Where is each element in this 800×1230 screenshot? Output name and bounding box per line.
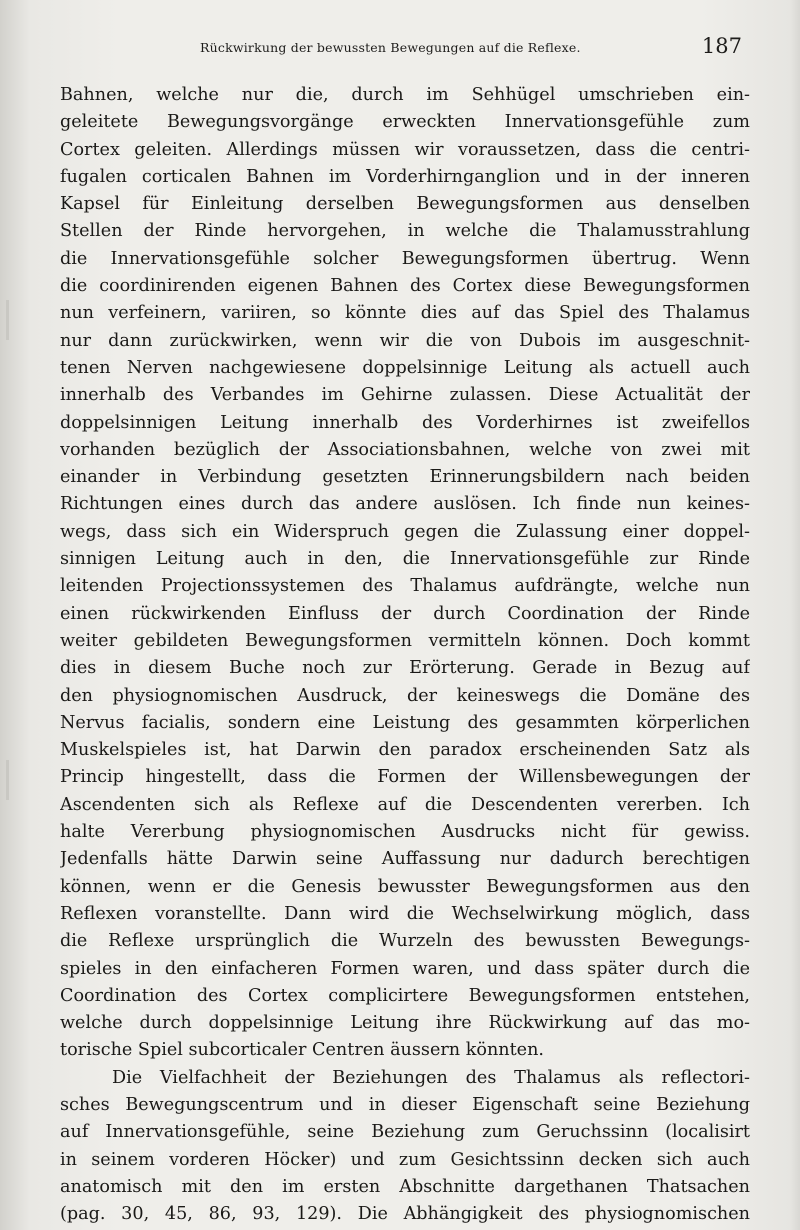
text-line: anatomisch mit den im ersten Abschnitte dargethanen Thatsachen	[60, 1176, 750, 1197]
text-line: Muskelspieles ist, hat Darwin den paradox erscheinenden Satz als	[60, 740, 750, 761]
text-line: Reflexen voranstellte. Dann wird die Wechselwirkung möglich, dass	[60, 903, 750, 924]
text-line: Die Vielfachheit der Beziehungen des Thalamus als reflectori-	[112, 1067, 750, 1088]
text-line: einander in Verbindung gesetzten Erinnerungsbildern nach beiden	[60, 467, 750, 488]
text-line: den physiognomischen Ausdruck, der keineswegs die Domäne des	[60, 685, 750, 706]
text-line: sinnigen Leitung auch in den, die Innervationsgefühle zur Rinde	[60, 549, 750, 570]
scan-edge-shadow	[6, 300, 9, 340]
text-line: die Innervationsgefühle solcher Bewegungsformen übertrug. Wenn	[60, 248, 750, 269]
text-line: torische Spiel subcorticaler Centren äussern könnten.	[60, 1040, 545, 1061]
scan-edge-shadow	[6, 760, 9, 800]
text-line: die Reflexe ursprünglich die Wurzeln des bewussten Bewegungs-	[60, 931, 750, 952]
text-line: (pag. 30, 45, 86, 93, 129). Die Abhängigkeit des physiognomischen	[60, 1204, 750, 1225]
text-line: vorhanden bezüglich der Associationsbahnen, welche von zwei mit	[60, 439, 750, 460]
text-line: weiter gebildeten Bewegungsformen vermitteln können. Doch kommt	[60, 630, 750, 651]
body-text	[60, 82, 750, 1228]
text-line: sches Bewegungscentrum und in dieser Eigenschaft seine Beziehung	[60, 1094, 750, 1115]
text-line: Princip hingestellt, dass die Formen der Willensbewegungen der	[60, 767, 750, 788]
text-line: Stellen der Rinde hervorgehen, in welche die Thalamusstrahlung	[60, 221, 750, 242]
text-line: spieles in den einfacheren Formen waren, und dass später durch die	[60, 958, 750, 979]
text-line: auf Innervationsgefühle, seine Beziehung zum Geruchssinn (localisirt	[60, 1122, 750, 1143]
text-line: geleitete Bewegungsvorgänge erweckten Innervationsgefühle zum	[60, 112, 750, 133]
text-line: leitenden Projectionssystemen des Thalamus aufdrängte, welche nun	[60, 576, 750, 597]
text-line: Cortex geleiten. Allerdings müssen wir voraussetzen, dass die centri-	[60, 139, 750, 160]
text-line: Ascendenten sich als Reflexe auf die Descendenten vererben. Ich	[60, 794, 750, 815]
text-line: dies in diesem Buche noch zur Erörterung. Gerade in Bezug auf	[60, 658, 750, 679]
text-line: können, wenn er die Genesis bewusster Bewegungsformen aus den	[60, 876, 750, 897]
text-line: Jedenfalls hätte Darwin seine Auffassung nur dadurch berechtigen	[60, 849, 750, 870]
page-header	[60, 36, 750, 62]
text-line: in seinem vorderen Höcker) und zum Gesichtssinn decken sich auch	[60, 1149, 750, 1170]
text-line: Kapsel für Einleitung derselben Bewegungsformen aus denselben	[60, 194, 750, 215]
text-line: welche durch doppelsinnige Leitung ihre Rückwirkung auf das mo-	[60, 1013, 750, 1034]
running-title: Rückwirkung der bewussten Bewegungen auf die Reflexe.	[200, 40, 581, 55]
page-number: 187	[701, 34, 742, 58]
text-line: die coordinirenden eigenen Bahnen des Cortex diese Bewegungsformen	[60, 276, 750, 297]
text-line: Richtungen eines durch das andere auslösen. Ich finde nun keines-	[60, 494, 750, 515]
text-line: fugalen corticalen Bahnen im Vorderhirnganglion und in der inneren	[60, 166, 750, 187]
text-line: Nervus facialis, sondern eine Leistung des gesammten körperlichen	[60, 712, 750, 733]
text-line: nur dann zurückwirken, wenn wir die von Dubois im ausgeschnit-	[60, 330, 750, 351]
text-line: halte Vererbung physiognomischen Ausdrucks nicht für gewiss.	[60, 822, 750, 843]
text-line: Coordination des Cortex complicirtere Bewegungsformen entstehen,	[60, 985, 750, 1006]
text-line: doppelsinnigen Leitung innerhalb des Vorderhirnes ist zweifellos	[60, 412, 750, 433]
text-line: Bahnen, welche nur die, durch im Sehhügel umschrieben ein-	[60, 85, 750, 105]
text-line: wegs, dass sich ein Widerspruch gegen die Zulassung einer doppel-	[60, 521, 750, 542]
text-line: nun verfeinern, variiren, so könnte dies auf das Spiel des Thalamus	[60, 303, 750, 324]
text-line: innerhalb des Verbandes im Gehirne zulassen. Diese Actualität der	[60, 385, 750, 406]
text-line: tenen Nerven nachgewiesene doppelsinnige Leitung als actuell auch	[60, 357, 750, 378]
text-line: einen rückwirkenden Einfluss der durch Coordination der Rinde	[60, 603, 750, 624]
